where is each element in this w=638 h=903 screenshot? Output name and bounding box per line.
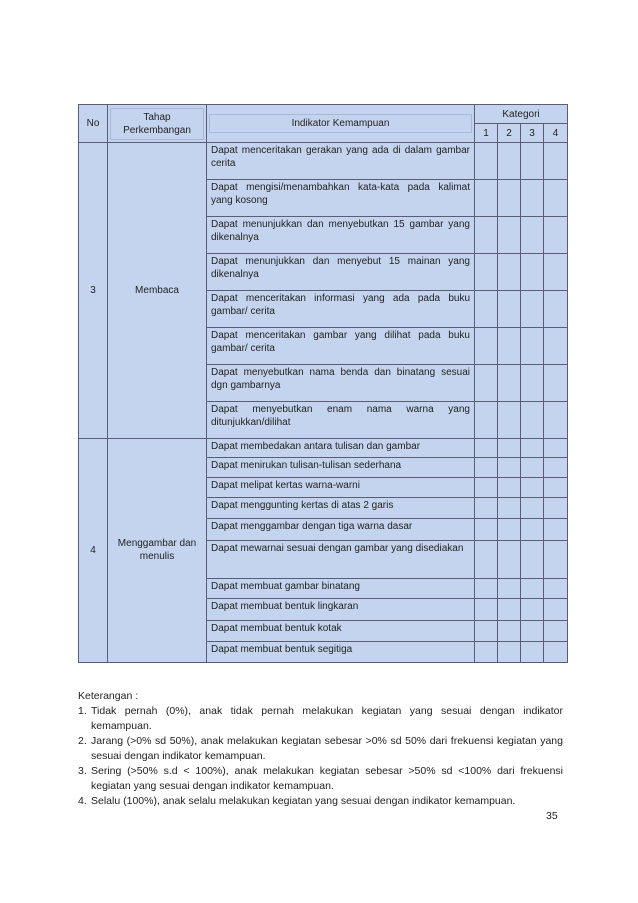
category-check-cell[interactable] bbox=[521, 599, 544, 621]
header-category-level: 2 bbox=[498, 124, 521, 143]
category-check-cell[interactable] bbox=[544, 253, 568, 290]
note-text: Selalu (100%), anak selalu melakukan kegiatan yang sesuai dengan indikator kemampuan. bbox=[91, 795, 516, 807]
indicator-cell: Dapat mengisi/menambahkan kata-kata pada kalimat yang kosong bbox=[207, 179, 475, 216]
category-check-cell[interactable] bbox=[521, 143, 544, 180]
category-check-cell[interactable] bbox=[498, 477, 521, 498]
category-check-cell[interactable] bbox=[544, 599, 568, 621]
category-check-cell[interactable] bbox=[475, 642, 498, 663]
indicator-cell: Dapat menunjukkan dan menyebut 15 mainan yang dikenalnya bbox=[207, 253, 475, 290]
category-check-cell[interactable] bbox=[544, 498, 568, 519]
indicator-cell: Dapat melipat kertas warna-warni bbox=[207, 477, 475, 498]
indicator-cell: Dapat mewarnai sesuai dengan gambar yang disediakan bbox=[207, 540, 475, 578]
category-check-cell[interactable] bbox=[544, 438, 568, 458]
note-number: 1. bbox=[78, 705, 87, 717]
page-number: 35 bbox=[546, 810, 558, 822]
category-check-cell[interactable] bbox=[475, 578, 498, 599]
indicator-cell: Dapat menggunting kertas di atas 2 garis bbox=[207, 498, 475, 519]
indicator-cell: Dapat membuat bentuk segitiga bbox=[207, 642, 475, 663]
indicator-cell: Dapat menyebutkan enam nama warna yang ditunjukkan/dilihat bbox=[207, 401, 475, 438]
category-check-cell[interactable] bbox=[544, 401, 568, 438]
category-check-cell[interactable] bbox=[544, 179, 568, 216]
category-check-cell[interactable] bbox=[498, 364, 521, 401]
category-check-cell[interactable] bbox=[544, 578, 568, 599]
note-text: Sering (>50% s.d < 100%), anak melakukan kegiatan sebesar >50% sd <100% dari frekuensi kegiatan yang sesuai dengan indikator kemampuan. bbox=[91, 765, 563, 792]
note-number: 3. bbox=[78, 765, 87, 777]
header-stage: Tahap Perkembangan bbox=[108, 105, 207, 143]
category-check-cell[interactable] bbox=[475, 143, 498, 180]
category-check-cell[interactable] bbox=[544, 364, 568, 401]
category-check-cell[interactable] bbox=[475, 216, 498, 253]
category-check-cell[interactable] bbox=[498, 253, 521, 290]
category-check-cell[interactable] bbox=[544, 642, 568, 663]
category-check-cell[interactable] bbox=[475, 438, 498, 458]
group-stage: Membaca bbox=[108, 143, 207, 439]
note-text: Jarang (>0% sd 50%), anak melakukan kegiatan sebesar >0% sd 50% dari frekuensi kegiatan yang sesuai dengan indikator kemampuan. bbox=[91, 735, 563, 762]
category-check-cell[interactable] bbox=[521, 578, 544, 599]
category-check-cell[interactable] bbox=[521, 327, 544, 364]
notes-list bbox=[78, 704, 563, 809]
category-check-cell[interactable] bbox=[521, 498, 544, 519]
category-check-cell[interactable] bbox=[498, 540, 521, 578]
indicator-cell: Dapat menirukan tulisan-tulisan sederhana bbox=[207, 458, 475, 478]
category-check-cell[interactable] bbox=[498, 599, 521, 621]
category-check-cell[interactable] bbox=[475, 540, 498, 578]
indicator-cell: Dapat membuat bentuk lingkaran bbox=[207, 599, 475, 621]
category-check-cell[interactable] bbox=[475, 477, 498, 498]
category-check-cell[interactable] bbox=[521, 458, 544, 478]
indicator-cell: Dapat membuat gambar binatang bbox=[207, 578, 475, 599]
indicator-cell: Dapat menyebutkan nama benda dan binatang sesuai dgn gambarnya bbox=[207, 364, 475, 401]
note-item bbox=[78, 764, 563, 794]
indicator-cell: Dapat menggambar dengan tiga warna dasar bbox=[207, 519, 475, 541]
category-check-cell[interactable] bbox=[498, 438, 521, 458]
note-text: Tidak pernah (0%), anak tidak pernah melakukan kegiatan yang sesuai dengan indikator kemampuan. bbox=[91, 705, 563, 732]
category-check-cell[interactable] bbox=[498, 327, 521, 364]
header-indicator: Indikator Kemampuan bbox=[207, 105, 475, 143]
category-check-cell[interactable] bbox=[498, 498, 521, 519]
category-check-cell[interactable] bbox=[544, 216, 568, 253]
table-row bbox=[79, 143, 568, 180]
category-check-cell[interactable] bbox=[498, 458, 521, 478]
indicator-cell: Dapat membuat bentuk kotak bbox=[207, 620, 475, 642]
category-check-cell[interactable] bbox=[521, 216, 544, 253]
category-check-cell[interactable] bbox=[498, 401, 521, 438]
indicator-cell: Dapat menceritakan gambar yang dilihat pada buku gambar/ cerita bbox=[207, 327, 475, 364]
category-check-cell[interactable] bbox=[521, 642, 544, 663]
category-check-cell[interactable] bbox=[475, 401, 498, 438]
notes-title: Keterangan : bbox=[78, 690, 139, 702]
category-check-cell[interactable] bbox=[475, 519, 498, 541]
table-body bbox=[79, 143, 568, 663]
category-check-cell[interactable] bbox=[498, 179, 521, 216]
category-check-cell[interactable] bbox=[475, 290, 498, 327]
category-check-cell[interactable] bbox=[521, 438, 544, 458]
note-number: 4. bbox=[78, 795, 87, 807]
header-no: No bbox=[79, 105, 108, 143]
category-check-cell[interactable] bbox=[544, 458, 568, 478]
category-check-cell[interactable] bbox=[475, 599, 498, 621]
note-item bbox=[78, 704, 563, 734]
indicator-cell: Dapat menceritakan gerakan yang ada di dalam gambar cerita bbox=[207, 143, 475, 180]
category-check-cell[interactable] bbox=[521, 540, 544, 578]
category-check-cell[interactable] bbox=[498, 578, 521, 599]
group-number: 3 bbox=[79, 143, 108, 439]
assessment-table bbox=[78, 104, 568, 663]
group-stage: Menggambar dan menulis bbox=[108, 438, 207, 662]
category-check-cell[interactable] bbox=[498, 290, 521, 327]
indicator-cell: Dapat menunjukkan dan menyebutkan 15 gambar yang dikenalnya bbox=[207, 216, 475, 253]
category-check-cell[interactable] bbox=[521, 253, 544, 290]
category-check-cell[interactable] bbox=[521, 401, 544, 438]
category-check-cell[interactable] bbox=[544, 290, 568, 327]
category-check-cell[interactable] bbox=[544, 327, 568, 364]
category-check-cell[interactable] bbox=[544, 620, 568, 642]
indicator-cell: Dapat membedakan antara tulisan dan gambar bbox=[207, 438, 475, 458]
category-check-cell[interactable] bbox=[475, 179, 498, 216]
group-number: 4 bbox=[79, 438, 108, 662]
category-check-cell[interactable] bbox=[498, 143, 521, 180]
category-check-cell[interactable] bbox=[475, 498, 498, 519]
note-item bbox=[78, 734, 563, 764]
notes-section bbox=[78, 689, 563, 809]
category-check-cell[interactable] bbox=[521, 290, 544, 327]
category-check-cell[interactable] bbox=[475, 458, 498, 478]
header-category-level: 1 bbox=[475, 124, 498, 143]
category-check-cell[interactable] bbox=[544, 143, 568, 180]
note-item bbox=[78, 794, 563, 809]
category-check-cell[interactable] bbox=[475, 253, 498, 290]
indicator-cell: Dapat menceritakan informasi yang ada pada buku gambar/ cerita bbox=[207, 290, 475, 327]
category-check-cell[interactable] bbox=[498, 642, 521, 663]
category-check-cell[interactable] bbox=[475, 364, 498, 401]
category-check-cell[interactable] bbox=[475, 327, 498, 364]
category-check-cell[interactable] bbox=[544, 477, 568, 498]
category-check-cell[interactable] bbox=[544, 540, 568, 578]
category-check-cell[interactable] bbox=[475, 620, 498, 642]
category-check-cell[interactable] bbox=[521, 179, 544, 216]
category-check-cell[interactable] bbox=[498, 519, 521, 541]
category-check-cell[interactable] bbox=[521, 477, 544, 498]
category-check-cell[interactable] bbox=[521, 620, 544, 642]
category-check-cell[interactable] bbox=[544, 519, 568, 541]
note-number: 2. bbox=[78, 735, 87, 747]
header-category: Kategori bbox=[475, 105, 568, 124]
category-check-cell[interactable] bbox=[498, 620, 521, 642]
header-category-level: 3 bbox=[521, 124, 544, 143]
table-row bbox=[79, 438, 568, 458]
header-category-level: 4 bbox=[544, 124, 568, 143]
category-check-cell[interactable] bbox=[521, 364, 544, 401]
category-check-cell[interactable] bbox=[498, 216, 521, 253]
category-check-cell[interactable] bbox=[521, 519, 544, 541]
